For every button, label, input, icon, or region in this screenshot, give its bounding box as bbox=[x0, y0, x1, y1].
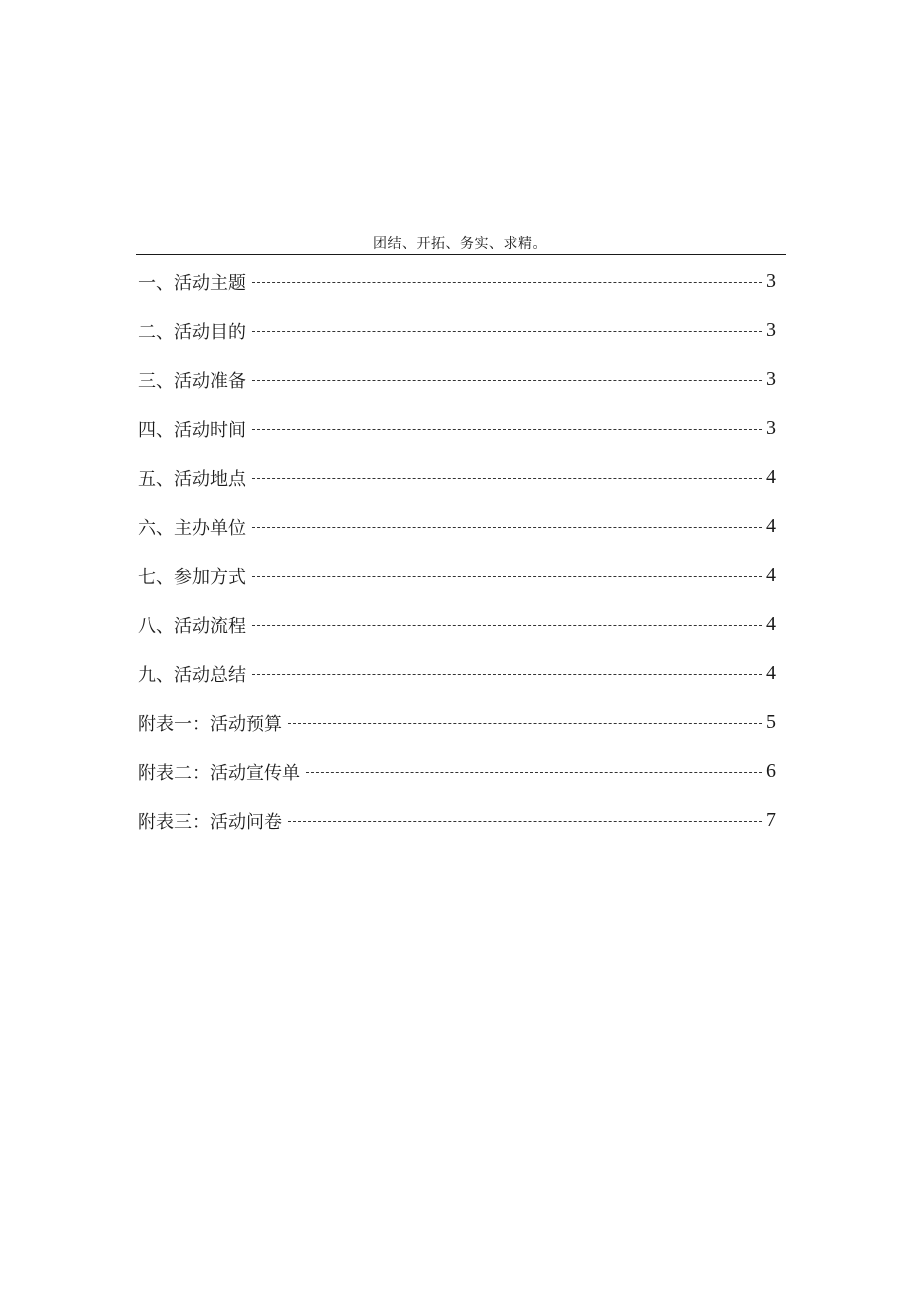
toc-entry-title: 三、活动准备 bbox=[138, 370, 246, 392]
toc-leader-line bbox=[288, 723, 762, 724]
toc-leader-line bbox=[252, 429, 762, 430]
toc-entry[interactable] bbox=[138, 257, 776, 306]
toc-leader-line bbox=[252, 527, 762, 528]
toc-leader-line bbox=[288, 821, 762, 822]
toc-entry-page: 3 bbox=[766, 319, 776, 341]
toc-entry-title: 八、活动流程 bbox=[138, 615, 246, 637]
toc-entry[interactable] bbox=[138, 306, 776, 355]
toc-leader-line bbox=[306, 772, 762, 773]
header-divider bbox=[136, 254, 786, 255]
toc-entry-page: 4 bbox=[766, 662, 776, 684]
toc-entry[interactable] bbox=[138, 649, 776, 698]
toc-leader-line bbox=[252, 576, 762, 577]
toc-entry[interactable] bbox=[138, 747, 776, 796]
toc-entry-title: 五、活动地点 bbox=[138, 468, 246, 490]
toc-entry-title: 附表一：活动预算 bbox=[138, 713, 282, 735]
toc-entry-title: 附表三：活动问卷 bbox=[138, 811, 282, 833]
toc-leader-line bbox=[252, 331, 762, 332]
toc-leader-line bbox=[252, 478, 762, 479]
toc-entry[interactable] bbox=[138, 698, 776, 747]
toc-entry-title: 一、活动主题 bbox=[138, 272, 246, 294]
toc-leader-line bbox=[252, 625, 762, 626]
toc-entry-title: 九、活动总结 bbox=[138, 664, 246, 686]
toc-leader-line bbox=[252, 282, 762, 283]
toc-entry-page: 3 bbox=[766, 270, 776, 292]
toc-leader-line bbox=[252, 380, 762, 381]
toc-entry-page: 3 bbox=[766, 368, 776, 390]
toc-entry-title: 四、活动时间 bbox=[138, 419, 246, 441]
toc-leader-line bbox=[252, 674, 762, 675]
toc-entry[interactable] bbox=[138, 355, 776, 404]
toc-entry-title: 附表二：活动宣传单 bbox=[138, 762, 300, 784]
toc-entry-page: 6 bbox=[766, 760, 776, 782]
toc-entry-page: 7 bbox=[766, 809, 776, 831]
toc-entry-page: 3 bbox=[766, 417, 776, 439]
toc-entry[interactable] bbox=[138, 404, 776, 453]
table-of-contents bbox=[138, 257, 776, 845]
toc-entry[interactable] bbox=[138, 502, 776, 551]
toc-entry-page: 4 bbox=[766, 515, 776, 537]
toc-entry-title: 二、活动目的 bbox=[138, 321, 246, 343]
toc-entry[interactable] bbox=[138, 551, 776, 600]
header-motto: 团结、开拓、务实、求精。 bbox=[373, 236, 547, 252]
toc-entry-page: 4 bbox=[766, 466, 776, 488]
toc-entry[interactable] bbox=[138, 796, 776, 845]
toc-entry-page: 4 bbox=[766, 564, 776, 586]
toc-entry-title: 七、参加方式 bbox=[138, 566, 246, 588]
toc-entry-title: 六、主办单位 bbox=[138, 517, 246, 539]
toc-entry[interactable] bbox=[138, 453, 776, 502]
toc-entry[interactable] bbox=[138, 600, 776, 649]
toc-entry-page: 4 bbox=[766, 613, 776, 635]
toc-entry-page: 5 bbox=[766, 711, 776, 733]
